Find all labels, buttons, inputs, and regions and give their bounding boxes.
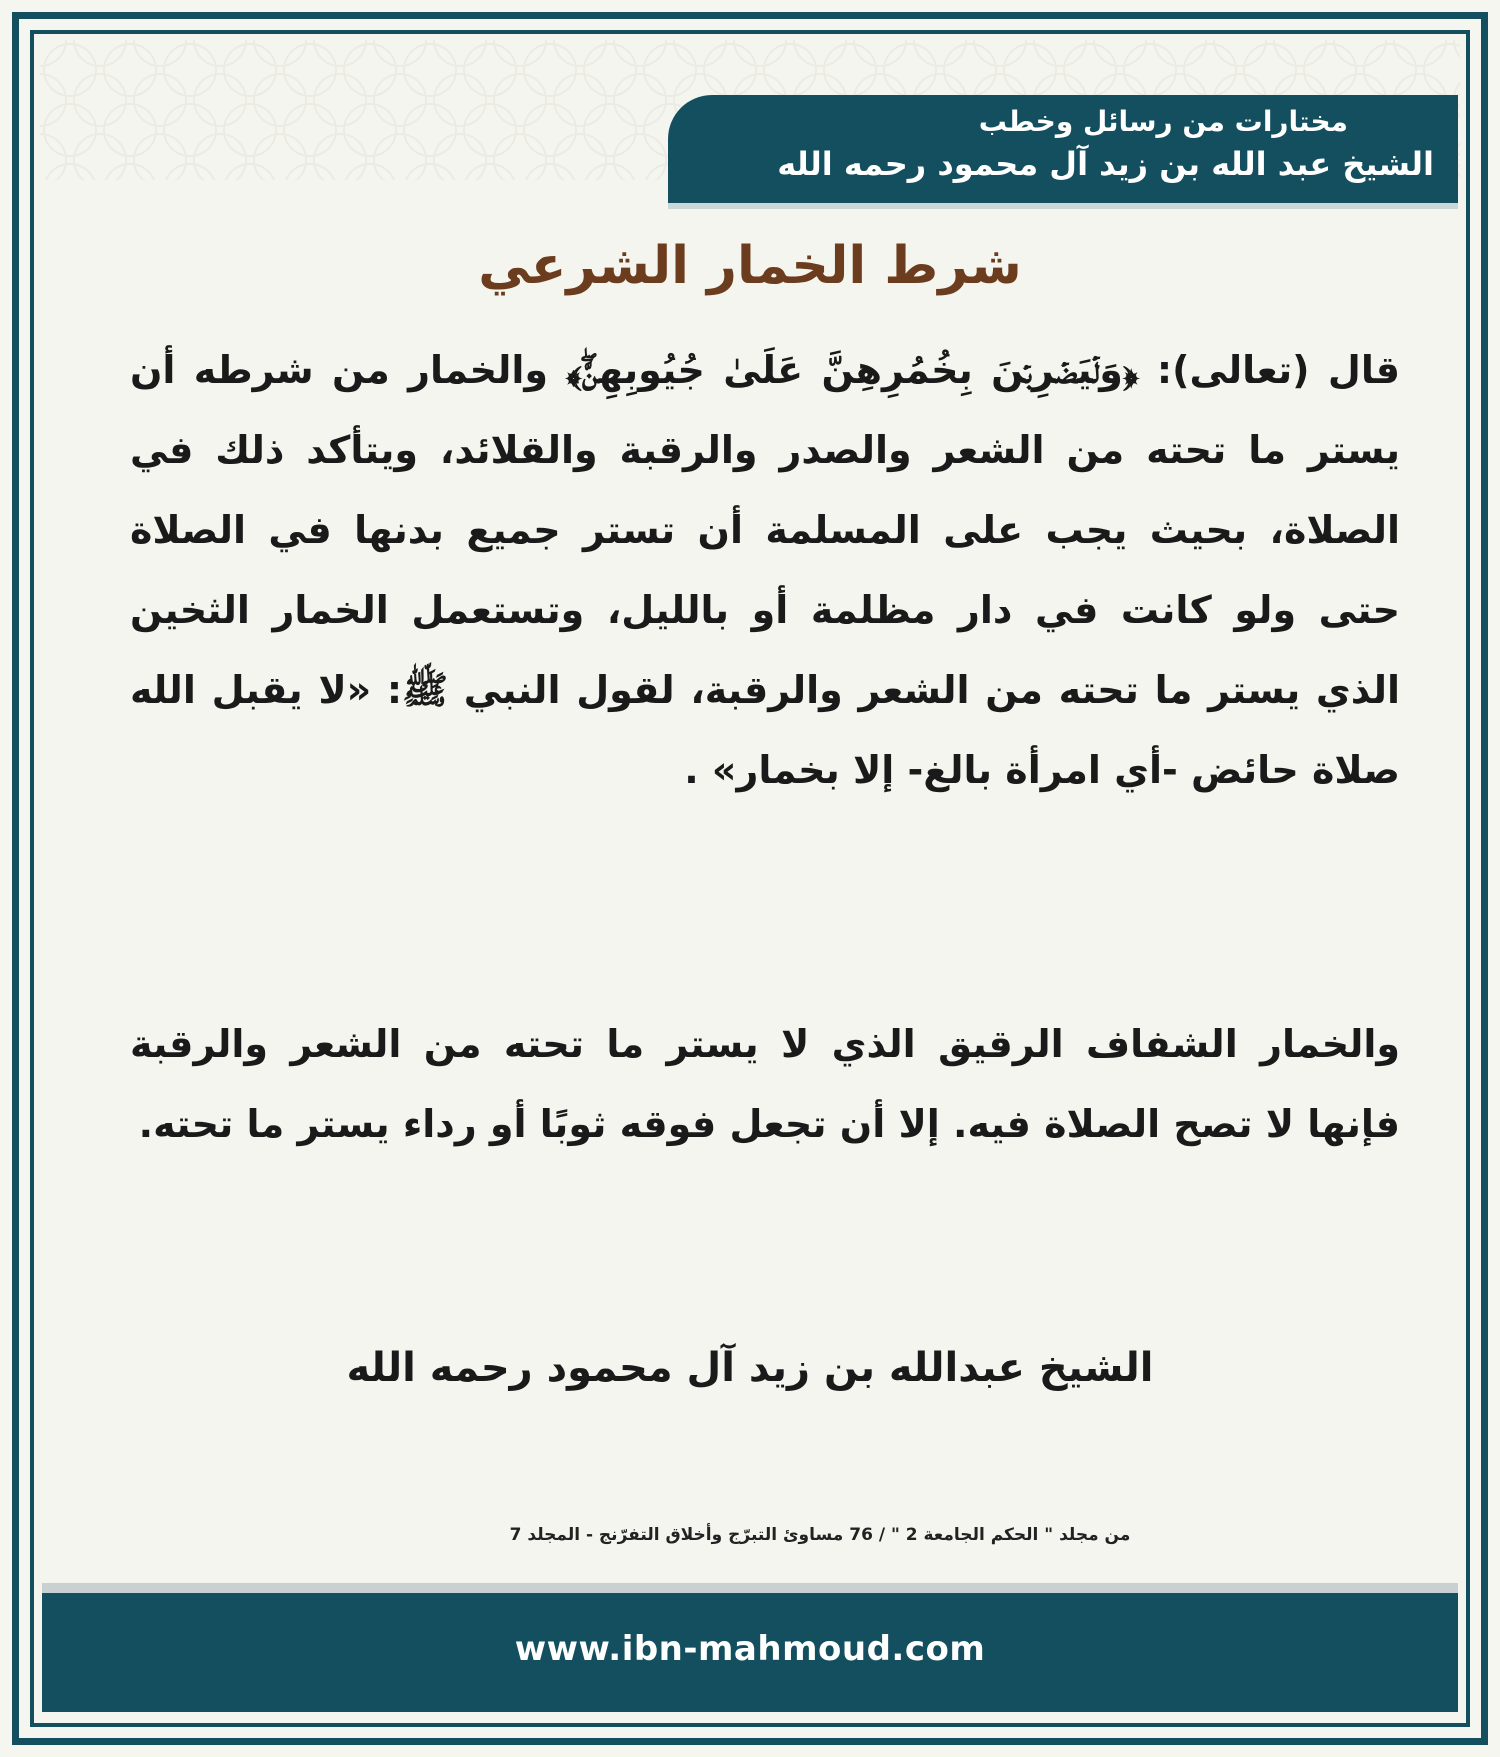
website-link[interactable]: www.ibn-mahmoud.com [514,1629,986,1669]
paragraph-1-text: والخمار من شرطه أن يستر ما تحته من الشعر والصدر والرقبة والقلائد، ويتأكد ذلك في الصلاة، بحيث يجب على المسلمة أن تستر جميع بدنها في الصلاة حتى ولو كانت في دار مظلمة أو بالليل، وتستعمل الخمار الثخين الذي يستر ما تحته من الشعر والرقبة، لقول النبي ﷺ: «لا يقبل الله صلاة حائض -أي امرأة بالغ- إلا بخمار» . [130,348,1400,792]
paragraph-2: والخمار الشفاف الرقيق الذي لا يستر ما تحته من الشعر والرقبة فإنها لا تصح الصلاة فيه. إلا أن تجعل فوقه ثوبًا أو رداء يستر ما تحته. [130,1022,1400,1146]
quran-verse: ﴿وَلۡيَضۡرِبۡنَ بِخُمُرِهِنَّ عَلَىٰ جُيُوبِهِنَّۖ﴾ [566,348,1139,392]
header-subtitle: مختارات من رسائل وخطب [978,105,1348,138]
source-citation: من مجلد " الحكم الجامعة 2 " / 76 مساوئ التبرّج وأخلاق التفرّنج - المجلد 7 [509,1525,1131,1545]
header-author: الشيخ عبد الله بن زيد آل محمود رحمه الله [777,145,1434,183]
footer-divider [42,1583,1458,1593]
page-title: شرط الخمار الشرعي [478,236,1022,296]
paragraph-1-intro: قال (تعالى): [1138,348,1400,392]
header-banner [668,95,1458,203]
author-signature: الشيخ عبدالله بن زيد آل محمود رحمه الله [346,1345,1154,1391]
paragraph-1 [130,330,1400,810]
footer-banner [42,1593,1458,1712]
